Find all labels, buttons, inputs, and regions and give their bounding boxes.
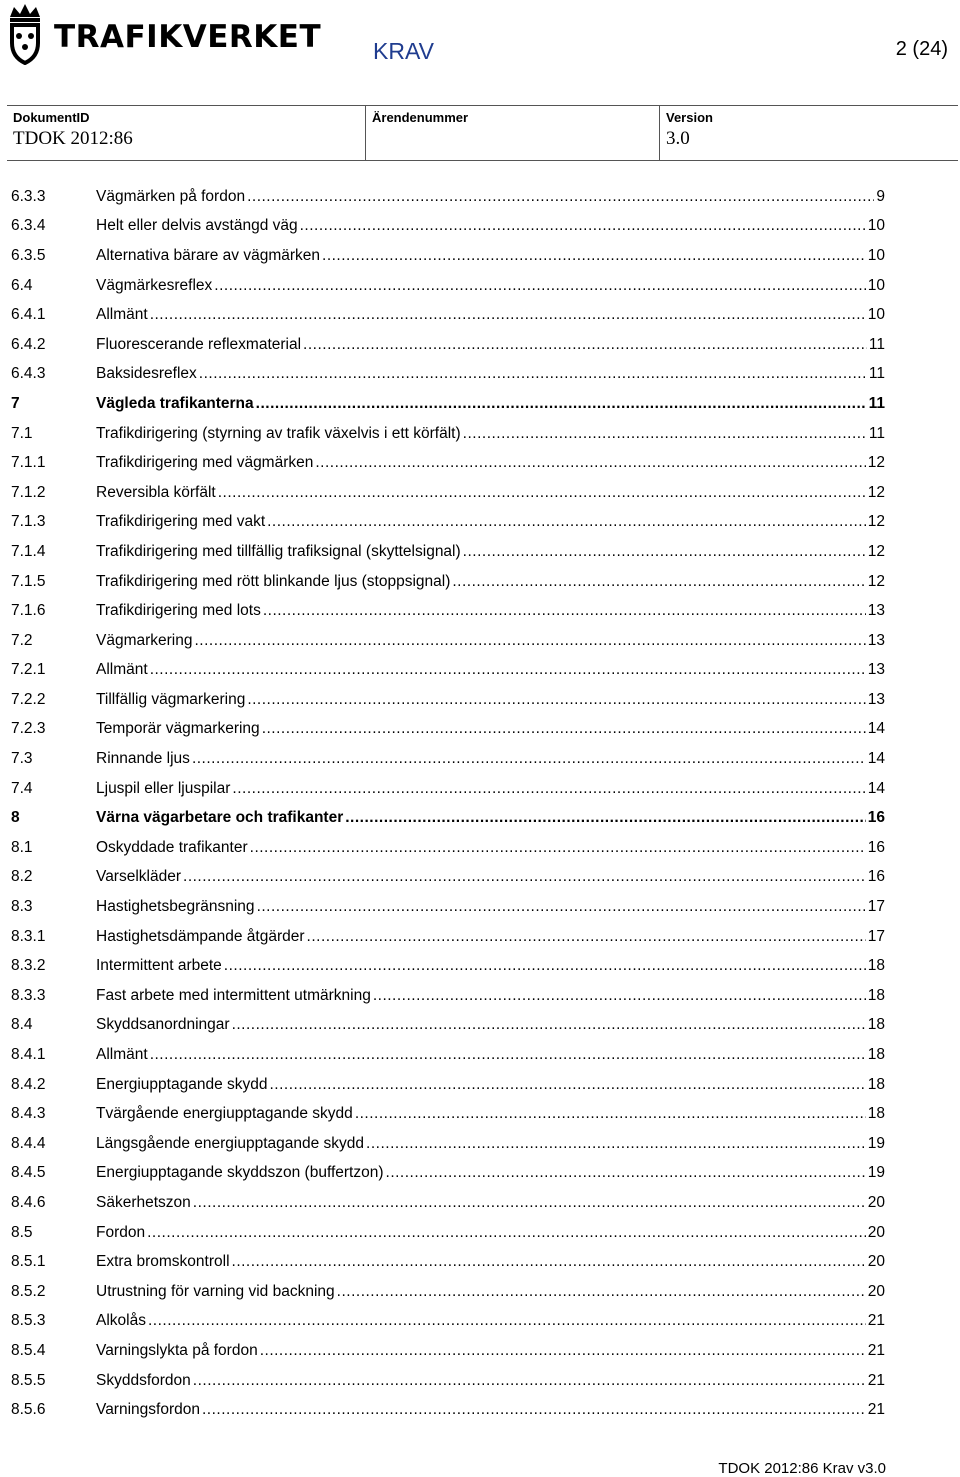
toc-entry-number: 8.2 xyxy=(11,868,33,886)
toc-leader-dots xyxy=(195,632,866,650)
toc-entry-title: Hastighetsdämpande åtgärder xyxy=(96,927,305,945)
toc-entry-title: Trafikdirigering med rött blinkande ljus (stoppsignal) xyxy=(96,572,451,590)
toc-leader-dots xyxy=(199,365,867,383)
doc-id-value: TDOK 2012:86 xyxy=(13,128,133,149)
toc-entry-page: 18 xyxy=(867,1105,885,1123)
toc-entry-page: 21 xyxy=(867,1341,885,1359)
toc-leader-dots xyxy=(218,484,866,502)
toc-leader-dots xyxy=(193,1194,866,1212)
toc-entry-page: 20 xyxy=(867,1193,885,1211)
toc-entry[interactable] xyxy=(11,271,885,301)
toc-entry-page: 11 xyxy=(868,365,885,383)
version-cell xyxy=(660,106,958,160)
toc-entry-number: 6.4 xyxy=(11,276,33,294)
toc-leader-dots xyxy=(300,217,866,235)
toc-entry[interactable] xyxy=(11,1011,885,1041)
toc-entry[interactable] xyxy=(11,419,885,449)
toc-entry-page: 19 xyxy=(867,1164,885,1182)
toc-entry-number: 7.4 xyxy=(11,779,33,797)
toc-entry[interactable] xyxy=(11,803,885,833)
toc-entry-title: Trafikdirigering med lots xyxy=(96,602,261,620)
toc-entry-title: Säkerhetszon xyxy=(96,1193,191,1211)
case-number-cell xyxy=(366,106,660,160)
toc-leader-dots xyxy=(192,750,866,768)
toc-entry[interactable] xyxy=(11,1070,885,1100)
toc-entry-page: 14 xyxy=(867,720,885,738)
toc-entry[interactable] xyxy=(11,1307,885,1337)
toc-leader-dots xyxy=(147,1224,866,1242)
toc-leader-dots xyxy=(150,661,866,679)
toc-entry-number: 8.3.2 xyxy=(11,957,46,975)
toc-entry-page: 13 xyxy=(867,661,885,679)
toc-entry-page: 16 xyxy=(867,838,885,856)
toc-entry-page: 21 xyxy=(867,1312,885,1330)
toc-entry[interactable] xyxy=(11,833,885,863)
toc-entry[interactable] xyxy=(11,1277,885,1307)
toc-entry[interactable] xyxy=(11,1129,885,1159)
toc-entry[interactable] xyxy=(11,330,885,360)
toc-leader-dots xyxy=(373,987,866,1005)
toc-leader-dots xyxy=(337,1283,866,1301)
toc-entry-title: Energiupptagande skyddszon (buffertzon) xyxy=(96,1164,384,1182)
toc-entry-title: Varningslykta på fordon xyxy=(96,1341,258,1359)
toc-leader-dots xyxy=(247,691,865,709)
toc-entry-page: 16 xyxy=(867,809,885,827)
toc-entry-number: 8.3.1 xyxy=(11,927,46,945)
toc-leader-dots xyxy=(315,454,865,472)
toc-leader-dots xyxy=(150,1046,866,1064)
toc-leader-dots xyxy=(232,780,865,798)
toc-entry-title: Alkolås xyxy=(96,1312,146,1330)
toc-entry-title: Rinnande ljus xyxy=(96,750,190,768)
toc-entry-title: Vägmärkesreflex xyxy=(96,276,213,294)
toc-entry-title: Fluorescerande reflexmaterial xyxy=(96,335,302,353)
case-number-label: Ärendenummer xyxy=(372,110,469,125)
toc-entry-number: 8.4.3 xyxy=(11,1105,46,1123)
toc-entry-page: 17 xyxy=(867,927,885,945)
toc-entry-title: Hastighetsbegränsning xyxy=(96,898,255,916)
toc-entry-page: 10 xyxy=(867,276,885,294)
toc-entry-title: Baksidesreflex xyxy=(96,365,197,383)
toc-entry-page: 14 xyxy=(867,750,885,768)
toc-entry-number: 7.1.3 xyxy=(11,513,46,531)
toc-leader-dots xyxy=(183,868,866,886)
toc-entry-title: Utrustning för varning vid backning xyxy=(96,1282,335,1300)
toc-entry-number: 8.5 xyxy=(11,1223,33,1241)
toc-entry-number: 8.5.4 xyxy=(11,1341,46,1359)
toc-entry-number: 7.1.6 xyxy=(11,602,46,620)
toc-entry[interactable] xyxy=(11,360,885,390)
toc-entry-page: 12 xyxy=(867,513,885,531)
toc-entry-title: Fordon xyxy=(96,1223,146,1241)
toc-leader-dots xyxy=(366,1135,866,1153)
footer-doc-id: TDOK 2012:86 Krav v3.0 xyxy=(718,1460,886,1477)
doc-id-label: DokumentID xyxy=(13,110,90,125)
toc-leader-dots xyxy=(307,928,866,946)
toc-entry-page: 12 xyxy=(867,572,885,590)
toc-entry[interactable] xyxy=(11,922,885,952)
trafikverket-logo xyxy=(4,2,321,66)
crown-icon xyxy=(4,3,46,65)
document-type: KRAV xyxy=(373,38,434,64)
toc-entry[interactable] xyxy=(11,774,885,804)
toc-entry-title: Vägmärken på fordon xyxy=(96,187,246,205)
toc-entry-page: 21 xyxy=(867,1401,885,1419)
toc-entry[interactable] xyxy=(11,656,885,686)
toc-entry-page: 9 xyxy=(876,187,885,205)
toc-entry[interactable] xyxy=(11,981,885,1011)
toc-entry-title: Trafikdirigering med tillfällig trafiksignal (skyttelsignal) xyxy=(96,542,461,560)
toc-entry[interactable] xyxy=(11,596,885,626)
toc-entry[interactable] xyxy=(11,1336,885,1366)
version-value: 3.0 xyxy=(666,128,690,149)
logo-text: TRAFIKVERKET xyxy=(54,18,322,55)
toc-entry-page: 11 xyxy=(868,424,885,442)
toc-leader-dots xyxy=(260,1342,866,1360)
toc-leader-dots xyxy=(355,1105,866,1123)
toc-leader-dots xyxy=(270,1076,866,1094)
toc-entry-number: 8.4.4 xyxy=(11,1134,46,1152)
toc-leader-dots xyxy=(267,513,866,531)
toc-entry-number: 7.2.2 xyxy=(11,690,46,708)
toc-entry-number: 7.2.3 xyxy=(11,720,46,738)
toc-leader-dots xyxy=(463,425,867,443)
table-of-contents xyxy=(11,182,885,1425)
toc-leader-dots xyxy=(386,1164,866,1182)
toc-entry-number: 6.3.5 xyxy=(11,246,46,264)
toc-entry[interactable] xyxy=(11,1247,885,1277)
toc-entry-number: 6.4.3 xyxy=(11,365,46,383)
toc-entry-page: 11 xyxy=(868,394,885,412)
toc-leader-dots xyxy=(224,957,866,975)
toc-entry-number: 8.5.1 xyxy=(11,1253,46,1271)
toc-entry-page: 19 xyxy=(867,1134,885,1152)
toc-entry-title: Allmänt xyxy=(96,306,148,324)
toc-entry-number: 7.1.5 xyxy=(11,572,46,590)
toc-leader-dots xyxy=(193,1372,866,1390)
toc-entry-number: 8.4.6 xyxy=(11,1193,46,1211)
toc-entry-number: 8.1 xyxy=(11,838,33,856)
toc-entry-title: Trafikdirigering (styrning av trafik växelvis i ett körfält) xyxy=(96,424,461,442)
toc-entry[interactable] xyxy=(11,389,885,419)
toc-entry-number: 8.3 xyxy=(11,898,33,916)
toc-entry-page: 20 xyxy=(867,1223,885,1241)
toc-entry-title: Trafikdirigering med vakt xyxy=(96,513,266,531)
toc-entry-number: 7.1.4 xyxy=(11,542,46,560)
toc-entry[interactable] xyxy=(11,1395,885,1425)
toc-entry-page: 18 xyxy=(867,1075,885,1093)
toc-leader-dots xyxy=(232,1253,866,1271)
toc-entry[interactable] xyxy=(11,567,885,597)
toc-entry-title: Alternativa bärare av vägmärken xyxy=(96,246,321,264)
toc-entry-number: 8.5.6 xyxy=(11,1401,46,1419)
toc-entry-number: 6.4.1 xyxy=(11,306,46,324)
toc-entry-title: Värna vägarbetare och trafikanter xyxy=(96,809,344,827)
toc-entry-title: Fast arbete med intermittent utmärkning xyxy=(96,986,371,1004)
version-label: Version xyxy=(666,110,713,125)
toc-entry-number: 8.4.1 xyxy=(11,1046,46,1064)
toc-entry-number: 8.5.5 xyxy=(11,1371,46,1389)
toc-leader-dots xyxy=(452,573,865,591)
toc-leader-dots xyxy=(345,809,866,827)
document-meta-table xyxy=(7,105,958,161)
toc-leader-dots xyxy=(202,1401,866,1419)
toc-entry-number: 7.2 xyxy=(11,631,33,649)
toc-entry-title: Allmänt xyxy=(96,1046,148,1064)
toc-entry-title: Skyddsanordningar xyxy=(96,1016,230,1034)
toc-entry-number: 8.4.2 xyxy=(11,1075,46,1093)
toc-entry-number: 7.1.1 xyxy=(11,454,46,472)
toc-entry-number: 7.1 xyxy=(11,424,33,442)
toc-entry[interactable] xyxy=(11,1366,885,1396)
toc-entry-title: Energiupptagande skydd xyxy=(96,1075,268,1093)
toc-entry-title: Ljuspil eller ljuspilar xyxy=(96,779,231,797)
toc-entry-title: Skyddsfordon xyxy=(96,1371,191,1389)
toc-entry[interactable] xyxy=(11,182,885,212)
toc-entry[interactable] xyxy=(11,508,885,538)
toc-entry-page: 10 xyxy=(867,306,885,324)
toc-entry-number: 8.5.2 xyxy=(11,1282,46,1300)
toc-entry[interactable] xyxy=(11,685,885,715)
toc-entry[interactable] xyxy=(11,448,885,478)
toc-entry-page: 20 xyxy=(867,1253,885,1271)
toc-entry-page: 13 xyxy=(867,631,885,649)
toc-leader-dots xyxy=(303,336,867,354)
toc-entry-page: 21 xyxy=(867,1371,885,1389)
toc-entry-number: 8.4 xyxy=(11,1016,33,1034)
toc-entry-title: Reversibla körfält xyxy=(96,483,216,501)
toc-entry-page: 11 xyxy=(868,335,885,353)
toc-entry-number: 8.3.3 xyxy=(11,986,46,1004)
toc-entry-title: Trafikdirigering med vägmärken xyxy=(96,454,314,472)
toc-leader-dots xyxy=(262,720,866,738)
toc-entry-number: 6.3.4 xyxy=(11,217,46,235)
toc-entry-page: 18 xyxy=(867,1016,885,1034)
toc-entry-title: Tillfällig vägmarkering xyxy=(96,690,246,708)
toc-entry-title: Vägmarkering xyxy=(96,631,193,649)
toc-entry-page: 10 xyxy=(867,217,885,235)
toc-entry-title: Intermittent arbete xyxy=(96,957,222,975)
toc-entry-title: Helt eller delvis avstängd väg xyxy=(96,217,298,235)
toc-entry-page: 12 xyxy=(867,483,885,501)
toc-entry[interactable] xyxy=(11,626,885,656)
toc-entry-number: 7.1.2 xyxy=(11,483,46,501)
toc-entry[interactable] xyxy=(11,478,885,508)
toc-entry-page: 12 xyxy=(867,542,885,560)
toc-entry-page: 18 xyxy=(867,986,885,1004)
toc-entry-page: 18 xyxy=(867,1046,885,1064)
toc-entry-number: 6.3.3 xyxy=(11,187,46,205)
toc-entry[interactable] xyxy=(11,715,885,745)
toc-entry-page: 16 xyxy=(867,868,885,886)
toc-entry-number: 8.5.3 xyxy=(11,1312,46,1330)
toc-entry-title: Temporär vägmarkering xyxy=(96,720,260,738)
toc-entry-page: 13 xyxy=(867,602,885,620)
toc-entry[interactable] xyxy=(11,537,885,567)
toc-leader-dots xyxy=(250,839,866,857)
toc-entry[interactable] xyxy=(11,744,885,774)
toc-entry-number: 8.4.5 xyxy=(11,1164,46,1182)
toc-entry-number: 7.3 xyxy=(11,750,33,768)
toc-leader-dots xyxy=(322,247,866,265)
toc-leader-dots xyxy=(256,395,867,413)
toc-leader-dots xyxy=(148,1312,866,1330)
toc-leader-dots xyxy=(463,543,866,561)
toc-entry[interactable] xyxy=(11,1099,885,1129)
toc-entry-page: 12 xyxy=(867,454,885,472)
toc-entry[interactable] xyxy=(11,300,885,330)
doc-id-cell xyxy=(7,106,366,160)
toc-entry[interactable] xyxy=(11,951,885,981)
toc-entry-title: Vägleda trafikanterna xyxy=(96,394,254,412)
toc-leader-dots xyxy=(150,306,866,324)
toc-entry[interactable] xyxy=(11,863,885,893)
toc-entry-number: 6.4.2 xyxy=(11,335,46,353)
toc-leader-dots xyxy=(257,898,866,916)
toc-entry-number: 8 xyxy=(11,809,20,827)
toc-entry-page: 18 xyxy=(867,957,885,975)
toc-entry-page: 17 xyxy=(867,898,885,916)
toc-entry-page: 20 xyxy=(867,1282,885,1300)
toc-entry-title: Tvärgående energiupptagande skydd xyxy=(96,1105,353,1123)
toc-leader-dots xyxy=(214,277,865,295)
toc-entry-title: Oskyddade trafikanter xyxy=(96,838,248,856)
toc-entry[interactable] xyxy=(11,1218,885,1248)
toc-entry-title: Varselkläder xyxy=(96,868,182,886)
page-number: 2 (24) xyxy=(895,38,948,60)
toc-entry[interactable] xyxy=(11,892,885,922)
toc-entry[interactable] xyxy=(11,212,885,242)
toc-entry-page: 10 xyxy=(867,246,885,264)
toc-entry-page: 13 xyxy=(867,690,885,708)
toc-entry-title: Allmänt xyxy=(96,661,148,679)
toc-entry-title: Extra bromskontroll xyxy=(96,1253,230,1271)
toc-entry-number: 7.2.1 xyxy=(11,661,46,679)
toc-entry[interactable] xyxy=(11,241,885,271)
toc-entry-number: 7 xyxy=(11,394,20,412)
toc-entry-title: Längsgående energiupptagande skydd xyxy=(96,1134,365,1152)
toc-leader-dots xyxy=(232,1016,866,1034)
toc-entry-title: Varningsfordon xyxy=(96,1401,200,1419)
toc-entry[interactable] xyxy=(11,1040,885,1070)
toc-entry[interactable] xyxy=(11,1159,885,1189)
toc-leader-dots xyxy=(247,188,874,206)
toc-entry-page: 14 xyxy=(867,779,885,797)
toc-entry[interactable] xyxy=(11,1188,885,1218)
toc-leader-dots xyxy=(263,602,866,620)
